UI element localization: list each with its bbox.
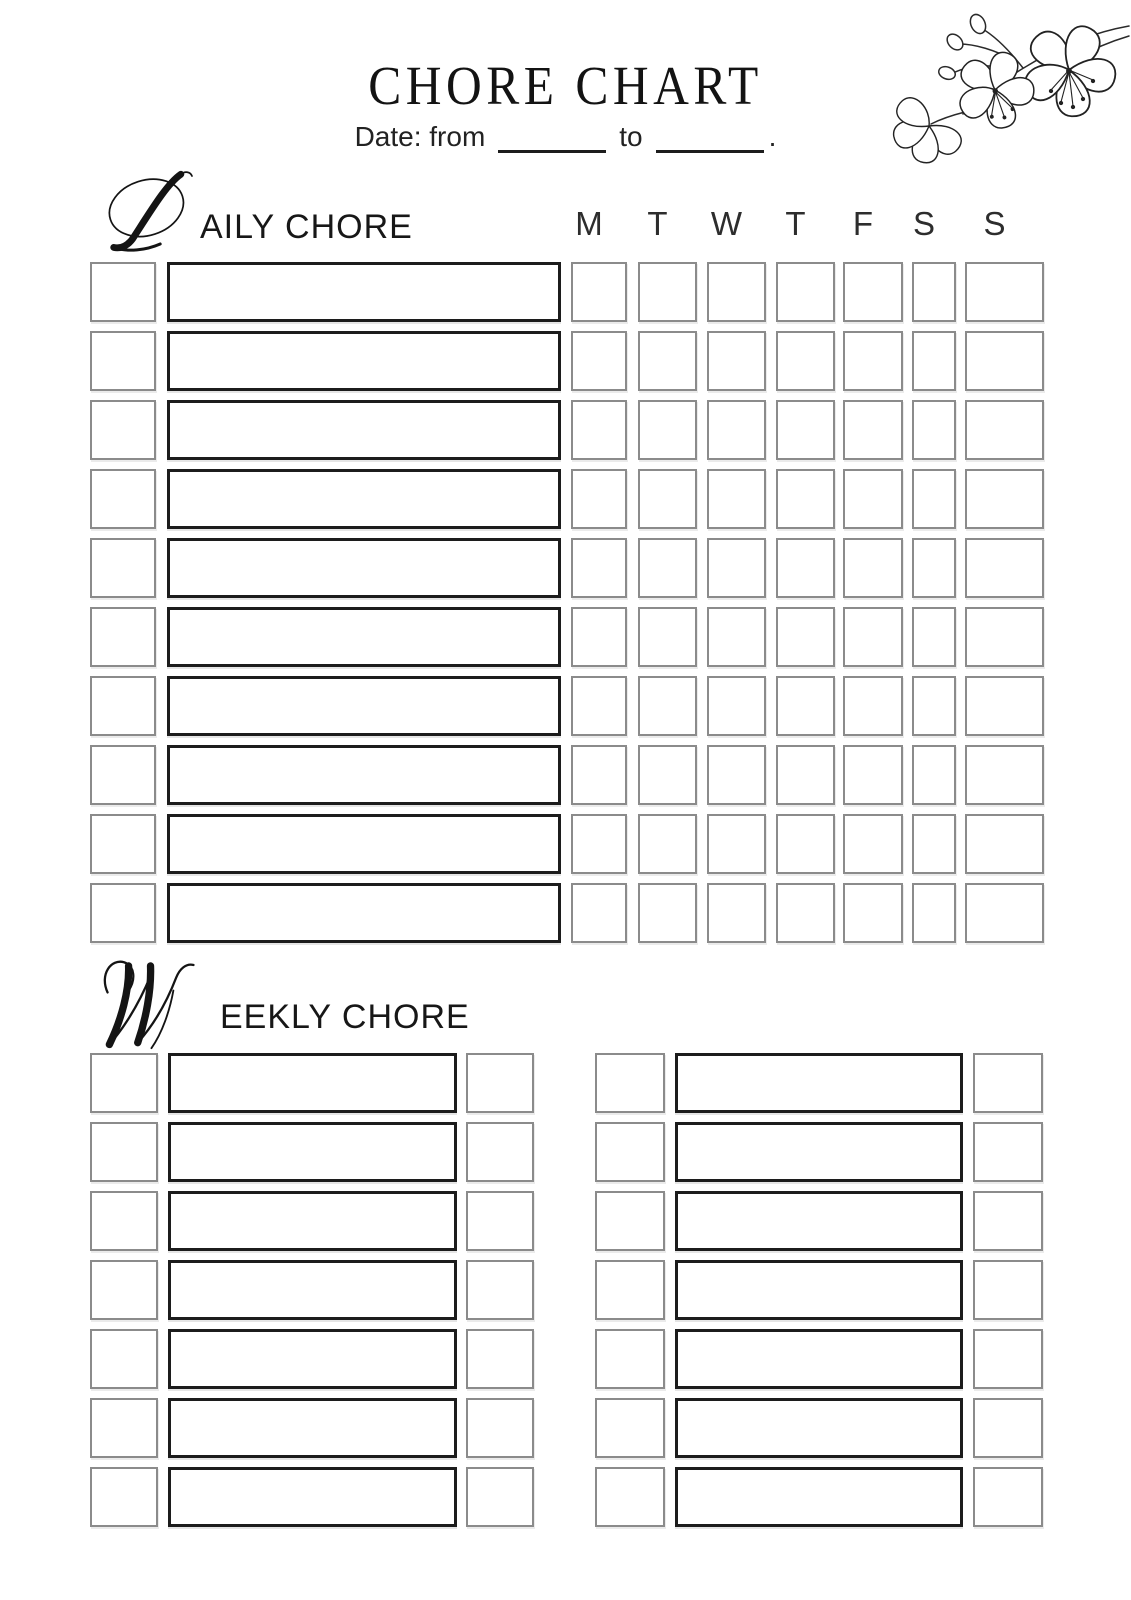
weekly-end-checkbox[interactable] (973, 1398, 1043, 1458)
day-checkbox-mon[interactable] (571, 607, 627, 667)
page-title: CHORE CHART (368, 55, 763, 116)
daily-row-checkbox[interactable] (90, 607, 156, 667)
weekly-chore-row (90, 1122, 534, 1182)
daily-chore-name-box[interactable] (167, 676, 561, 736)
daily-chore-name-box[interactable] (167, 814, 561, 874)
day-header-label-thu: T (785, 205, 806, 242)
blossom-branch-icon (873, 2, 1131, 170)
day-checkbox-fri[interactable] (843, 745, 903, 805)
day-checkbox-thu[interactable] (776, 262, 835, 322)
weekly-end-checkbox[interactable] (973, 1191, 1043, 1251)
day-checkbox-sun[interactable] (965, 538, 1044, 598)
daily-row-checkbox[interactable] (90, 745, 156, 805)
daily-chore-row (90, 538, 1044, 598)
day-checkbox-fri[interactable] (843, 262, 903, 322)
weekly-chore-row (595, 1467, 1043, 1527)
day-checkbox-thu[interactable] (776, 883, 835, 943)
day-checkbox-thu[interactable] (776, 538, 835, 598)
weekly-end-checkbox[interactable] (466, 1191, 534, 1251)
daily-chore-name-box[interactable] (167, 607, 561, 667)
daily-row-checkbox[interactable] (90, 538, 156, 598)
day-checkbox-thu[interactable] (776, 607, 835, 667)
day-checkbox-sun[interactable] (965, 469, 1044, 529)
day-checkbox-thu[interactable] (776, 814, 835, 874)
day-checkbox-wed[interactable] (707, 883, 766, 943)
weekly-chore-row (90, 1329, 534, 1389)
weekly-chore-name-box[interactable] (168, 1191, 457, 1251)
day-checkbox-mon[interactable] (571, 883, 627, 943)
weekly-row-checkbox[interactable] (595, 1398, 665, 1458)
weekly-chore-name-box[interactable] (675, 1467, 963, 1527)
day-checkbox-wed[interactable] (707, 538, 766, 598)
day-checkbox-tue[interactable] (638, 400, 697, 460)
day-header-label-sun: S (983, 205, 1006, 242)
weekly-column-right (595, 1053, 1043, 1536)
weekly-chore-name-box[interactable] (675, 1191, 963, 1251)
daily-row-checkbox[interactable] (90, 814, 156, 874)
weekly-end-checkbox[interactable] (466, 1260, 534, 1320)
daily-chore-row (90, 331, 1044, 391)
weekly-chore-row (90, 1398, 534, 1458)
weekly-end-checkbox[interactable] (973, 1467, 1043, 1527)
day-checkbox-tue[interactable] (638, 262, 697, 322)
weekly-row-checkbox[interactable] (595, 1260, 665, 1320)
daily-chore-row (90, 676, 1044, 736)
day-checkbox-sun[interactable] (965, 883, 1044, 943)
weekly-end-checkbox[interactable] (466, 1398, 534, 1458)
day-checkbox-fri[interactable] (843, 883, 903, 943)
day-checkbox-sat[interactable] (912, 469, 956, 529)
day-checkbox-tue[interactable] (638, 331, 697, 391)
day-checkbox-wed[interactable] (707, 814, 766, 874)
weekly-chore-name-box[interactable] (168, 1467, 457, 1527)
daily-row-checkbox[interactable] (90, 262, 156, 322)
day-checkbox-sat[interactable] (912, 814, 956, 874)
day-header-label-wed: W (710, 205, 743, 242)
daily-row-checkbox[interactable] (90, 676, 156, 736)
day-checkbox-thu[interactable] (776, 745, 835, 805)
weekly-row-checkbox[interactable] (595, 1329, 665, 1389)
day-checkbox-sun[interactable] (965, 607, 1044, 667)
daily-heading-label: AILY CHORE (200, 208, 413, 246)
weekly-chore-name-box[interactable] (675, 1122, 963, 1182)
weekly-chore-name-box[interactable] (675, 1053, 963, 1113)
daily-chore-row (90, 262, 1044, 322)
weekly-end-checkbox[interactable] (973, 1122, 1043, 1182)
daily-row-checkbox[interactable] (90, 469, 156, 529)
weekly-chore-row (595, 1053, 1043, 1113)
day-header-label-fri: F (852, 205, 874, 242)
day-checkbox-tue[interactable] (638, 745, 697, 805)
weekly-row-checkbox[interactable] (595, 1053, 665, 1113)
date-suffix-label: . (768, 121, 777, 152)
weekly-chore-name-box[interactable] (675, 1398, 963, 1458)
day-checkbox-tue[interactable] (638, 607, 697, 667)
day-checkbox-wed[interactable] (707, 607, 766, 667)
day-checkbox-mon[interactable] (571, 814, 627, 874)
weekly-chore-row (595, 1329, 1043, 1389)
daily-chore-name-box[interactable] (167, 262, 561, 322)
daily-row-checkbox[interactable] (90, 883, 156, 943)
daily-chore-row (90, 607, 1044, 667)
daily-chore-row (90, 745, 1044, 805)
weekly-row-checkbox[interactable] (595, 1122, 665, 1182)
day-checkbox-sat[interactable] (912, 745, 956, 805)
weekly-section-heading (95, 954, 470, 1050)
day-checkbox-tue[interactable] (638, 538, 697, 598)
day-checkbox-wed[interactable] (707, 262, 766, 322)
day-checkbox-sun[interactable] (965, 331, 1044, 391)
date-prefix-label: Date: from (354, 121, 486, 152)
daily-row-checkbox[interactable] (90, 400, 156, 460)
weekly-end-checkbox[interactable] (466, 1122, 534, 1182)
weekly-chore-name-box[interactable] (168, 1260, 457, 1320)
daily-chore-row (90, 469, 1044, 529)
day-checkbox-sun[interactable] (965, 745, 1044, 805)
day-headers (561, 203, 1034, 245)
day-checkbox-wed[interactable] (707, 331, 766, 391)
day-checkbox-sat[interactable] (912, 676, 956, 736)
weekly-chore-row (595, 1122, 1043, 1182)
day-checkbox-thu[interactable] (776, 331, 835, 391)
day-checkbox-fri[interactable] (843, 538, 903, 598)
weekly-end-checkbox[interactable] (973, 1329, 1043, 1389)
daily-chore-name-box[interactable] (167, 331, 561, 391)
weekly-end-checkbox[interactable] (466, 1053, 534, 1113)
day-checkbox-wed[interactable] (707, 469, 766, 529)
date-from-field[interactable] (498, 127, 606, 153)
weekly-heading-label: EEKLY CHORE (220, 998, 470, 1036)
day-checkbox-sat[interactable] (912, 538, 956, 598)
day-header-label-sat: S (912, 205, 935, 242)
weekly-chore-name-box[interactable] (168, 1329, 457, 1389)
weekly-chore-name-box[interactable] (168, 1122, 457, 1182)
day-checkbox-sat[interactable] (912, 331, 956, 391)
day-checkbox-fri[interactable] (843, 607, 903, 667)
day-checkbox-sun[interactable] (965, 400, 1044, 460)
day-checkbox-fri[interactable] (843, 331, 903, 391)
day-checkbox-wed[interactable] (707, 676, 766, 736)
day-checkbox-wed[interactable] (707, 745, 766, 805)
day-checkbox-fri[interactable] (843, 469, 903, 529)
day-checkbox-wed[interactable] (707, 400, 766, 460)
day-checkbox-tue[interactable] (638, 883, 697, 943)
day-checkbox-mon[interactable] (571, 538, 627, 598)
day-checkbox-fri[interactable] (843, 814, 903, 874)
day-checkbox-fri[interactable] (843, 676, 903, 736)
date-to-field[interactable] (656, 127, 764, 153)
daily-chore-name-box[interactable] (167, 883, 561, 943)
day-checkbox-sat[interactable] (912, 400, 956, 460)
day-checkbox-sun[interactable] (965, 814, 1044, 874)
day-checkbox-sat[interactable] (912, 262, 956, 322)
weekly-chore-row (90, 1467, 534, 1527)
weekly-row-checkbox[interactable] (90, 1260, 158, 1320)
weekly-end-checkbox[interactable] (466, 1329, 534, 1389)
weekly-row-checkbox[interactable] (90, 1191, 158, 1251)
weekly-chore-row (90, 1053, 534, 1113)
weekly-chore-row (595, 1191, 1043, 1251)
date-connector-label: to (619, 121, 643, 152)
weekly-end-checkbox[interactable] (973, 1260, 1043, 1320)
daily-chore-row (90, 814, 1044, 874)
script-letter-w-icon (95, 954, 217, 1050)
day-checkbox-sat[interactable] (912, 883, 956, 943)
day-checkbox-mon[interactable] (571, 400, 627, 460)
day-checkbox-thu[interactable] (776, 469, 835, 529)
day-checkbox-tue[interactable] (638, 676, 697, 736)
day-checkbox-mon[interactable] (571, 469, 627, 529)
daily-grid (90, 262, 1044, 952)
weekly-chore-name-box[interactable] (168, 1398, 457, 1458)
script-letter-d-icon (101, 170, 197, 256)
day-checkbox-fri[interactable] (843, 400, 903, 460)
daily-row-checkbox[interactable] (90, 331, 156, 391)
day-checkbox-tue[interactable] (638, 814, 697, 874)
daily-chore-name-box[interactable] (167, 538, 561, 598)
weekly-chore-name-box[interactable] (675, 1260, 963, 1320)
day-checkbox-thu[interactable] (776, 400, 835, 460)
daily-chore-name-box[interactable] (167, 469, 561, 529)
daily-chore-name-box[interactable] (167, 400, 561, 460)
weekly-chore-row (90, 1191, 534, 1251)
weekly-chore-row (90, 1260, 534, 1320)
day-checkbox-mon[interactable] (571, 745, 627, 805)
weekly-column-left (90, 1053, 534, 1536)
daily-chore-name-box[interactable] (167, 745, 561, 805)
weekly-row-checkbox[interactable] (90, 1053, 158, 1113)
day-checkbox-thu[interactable] (776, 676, 835, 736)
weekly-chore-name-box[interactable] (675, 1329, 963, 1389)
weekly-chore-row (595, 1398, 1043, 1458)
weekly-chore-row (595, 1260, 1043, 1320)
weekly-row-checkbox[interactable] (595, 1467, 665, 1527)
daily-chore-row (90, 400, 1044, 460)
day-header-label-mon: M (575, 205, 603, 242)
daily-section-heading (101, 170, 413, 256)
weekly-row-checkbox[interactable] (90, 1329, 158, 1389)
day-checkbox-mon[interactable] (571, 262, 627, 322)
weekly-row-checkbox[interactable] (90, 1122, 158, 1182)
daily-chore-row (90, 883, 1044, 943)
weekly-row-checkbox[interactable] (90, 1398, 158, 1458)
weekly-chore-name-box[interactable] (168, 1053, 457, 1113)
weekly-row-checkbox[interactable] (595, 1191, 665, 1251)
day-header-label-tue: T (647, 205, 668, 242)
day-checkbox-mon[interactable] (571, 331, 627, 391)
day-checkbox-sun[interactable] (965, 262, 1044, 322)
weekly-end-checkbox[interactable] (466, 1467, 534, 1527)
day-checkbox-sat[interactable] (912, 607, 956, 667)
day-checkbox-sun[interactable] (965, 676, 1044, 736)
day-checkbox-mon[interactable] (571, 676, 627, 736)
weekly-end-checkbox[interactable] (973, 1053, 1043, 1113)
day-checkbox-tue[interactable] (638, 469, 697, 529)
weekly-row-checkbox[interactable] (90, 1467, 158, 1527)
